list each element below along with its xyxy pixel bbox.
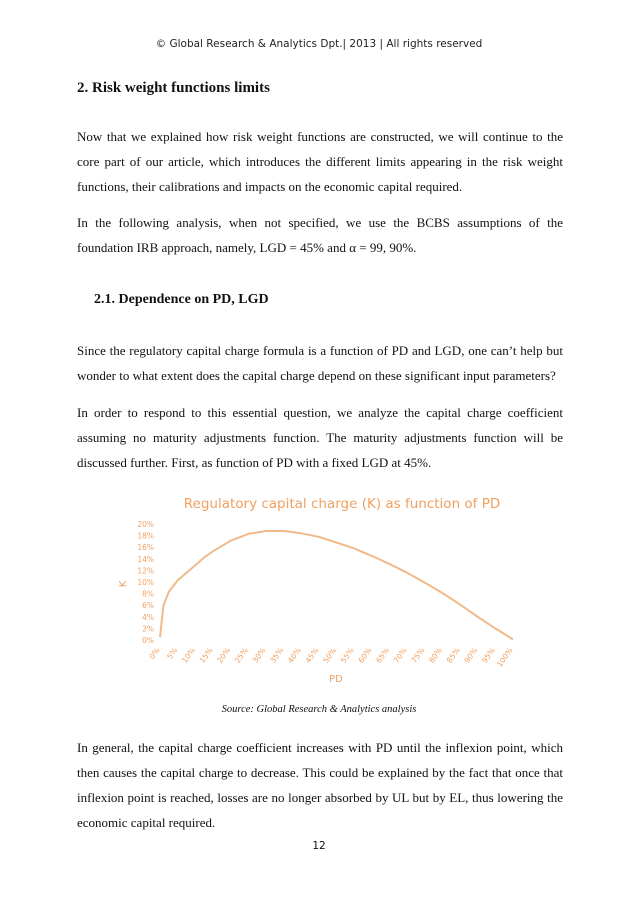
- y-tick-label: 0%: [142, 636, 154, 645]
- x-tick-label: 15%: [197, 645, 215, 665]
- x-tick-label: 55%: [338, 645, 356, 665]
- x-tick-label: 90%: [462, 645, 480, 665]
- paragraph-question: Since the regulatory capital charge formula is a function of PD and LGD, one can’t help but wonder to what extent does the capital charge depend on these significant input parameters?: [77, 343, 563, 383]
- x-tick-label: 20%: [215, 645, 233, 665]
- x-tick-label: 50%: [321, 645, 339, 665]
- x-tick-label: 5%: [165, 645, 180, 661]
- figure-caption: Source: Global Research & Analytics analysis: [221, 704, 417, 715]
- y-tick-label: 2%: [142, 624, 154, 634]
- y-tick-label: 10%: [137, 578, 154, 587]
- x-tick-label: 95%: [480, 645, 497, 665]
- paragraph-conclusion: In general, the capital charge coefficient increases with PD until the inflexion point, which then causes the capital charge to decrease. This could be explained by the fact that once that inflexion point is reached, losses are no longer absorbed by UL but by EL, thus lowering the economic capital required.: [77, 740, 563, 830]
- y-tick-label: 8%: [142, 589, 154, 599]
- y-tick-label: 18%: [137, 531, 154, 541]
- x-tick-label: 100%: [494, 645, 515, 669]
- y-tick-label: 14%: [137, 554, 154, 564]
- x-tick-label: 60%: [356, 645, 374, 665]
- x-tick-label: 25%: [232, 645, 250, 665]
- y-tick-label: 6%: [142, 601, 154, 611]
- y-tick-label: 20%: [137, 520, 154, 529]
- x-tick-label: 30%: [250, 645, 268, 665]
- x-tick-label: 85%: [444, 645, 462, 665]
- y-tick-label: 12%: [137, 566, 154, 576]
- paragraph-analysis: In order to respond to this essential question, we analyze the capital charge coefficient assuming no maturity adjustments function. The maturity adjustments function will be discussed further. First, as function of PD with a fixed LGD at 45%.: [77, 405, 563, 470]
- chart-title: Regulatory capital charge (K) as function of PD: [183, 496, 501, 512]
- subsection-heading: 2.1. Dependence on PD, LGD: [94, 292, 269, 307]
- page-header: © Global Research & Analytics Dpt.| 2013 | All rights reserved: [155, 38, 483, 50]
- x-tick-label: 35%: [268, 645, 286, 665]
- paragraph-assumptions: In the following analysis, when not specified, we use the BCBS assumptions of the foundation IRB approach, namely, LGD = 45% and α = 99, 90%.: [77, 215, 563, 255]
- y-tick-label: 4%: [142, 612, 154, 622]
- page-number: 12: [312, 840, 326, 852]
- y-axis-label: K: [118, 580, 129, 588]
- capital-charge-chart: [115, 488, 525, 696]
- x-tick-label: 80%: [427, 645, 445, 665]
- x-tick-label: 0%: [147, 645, 162, 661]
- x-tick-label: 65%: [374, 645, 392, 665]
- y-tick-label: 16%: [137, 543, 154, 553]
- x-tick-label: 75%: [409, 645, 427, 665]
- paragraph-intro: Now that we explained how risk weight functions are constructed, we will continue to the core part of our article, which introduces the different limits appearing in the risk weight functions, their calibrations and impacts on the economic capital required.: [77, 129, 563, 194]
- x-axis-label: PD: [329, 674, 343, 685]
- x-tick-label: 45%: [303, 645, 321, 665]
- section-heading: 2. Risk weight functions limits: [77, 80, 270, 96]
- x-tick-label: 40%: [285, 645, 303, 665]
- series-line-0: [160, 531, 513, 639]
- x-tick-label: 10%: [180, 645, 197, 665]
- x-tick-label: 70%: [391, 645, 409, 665]
